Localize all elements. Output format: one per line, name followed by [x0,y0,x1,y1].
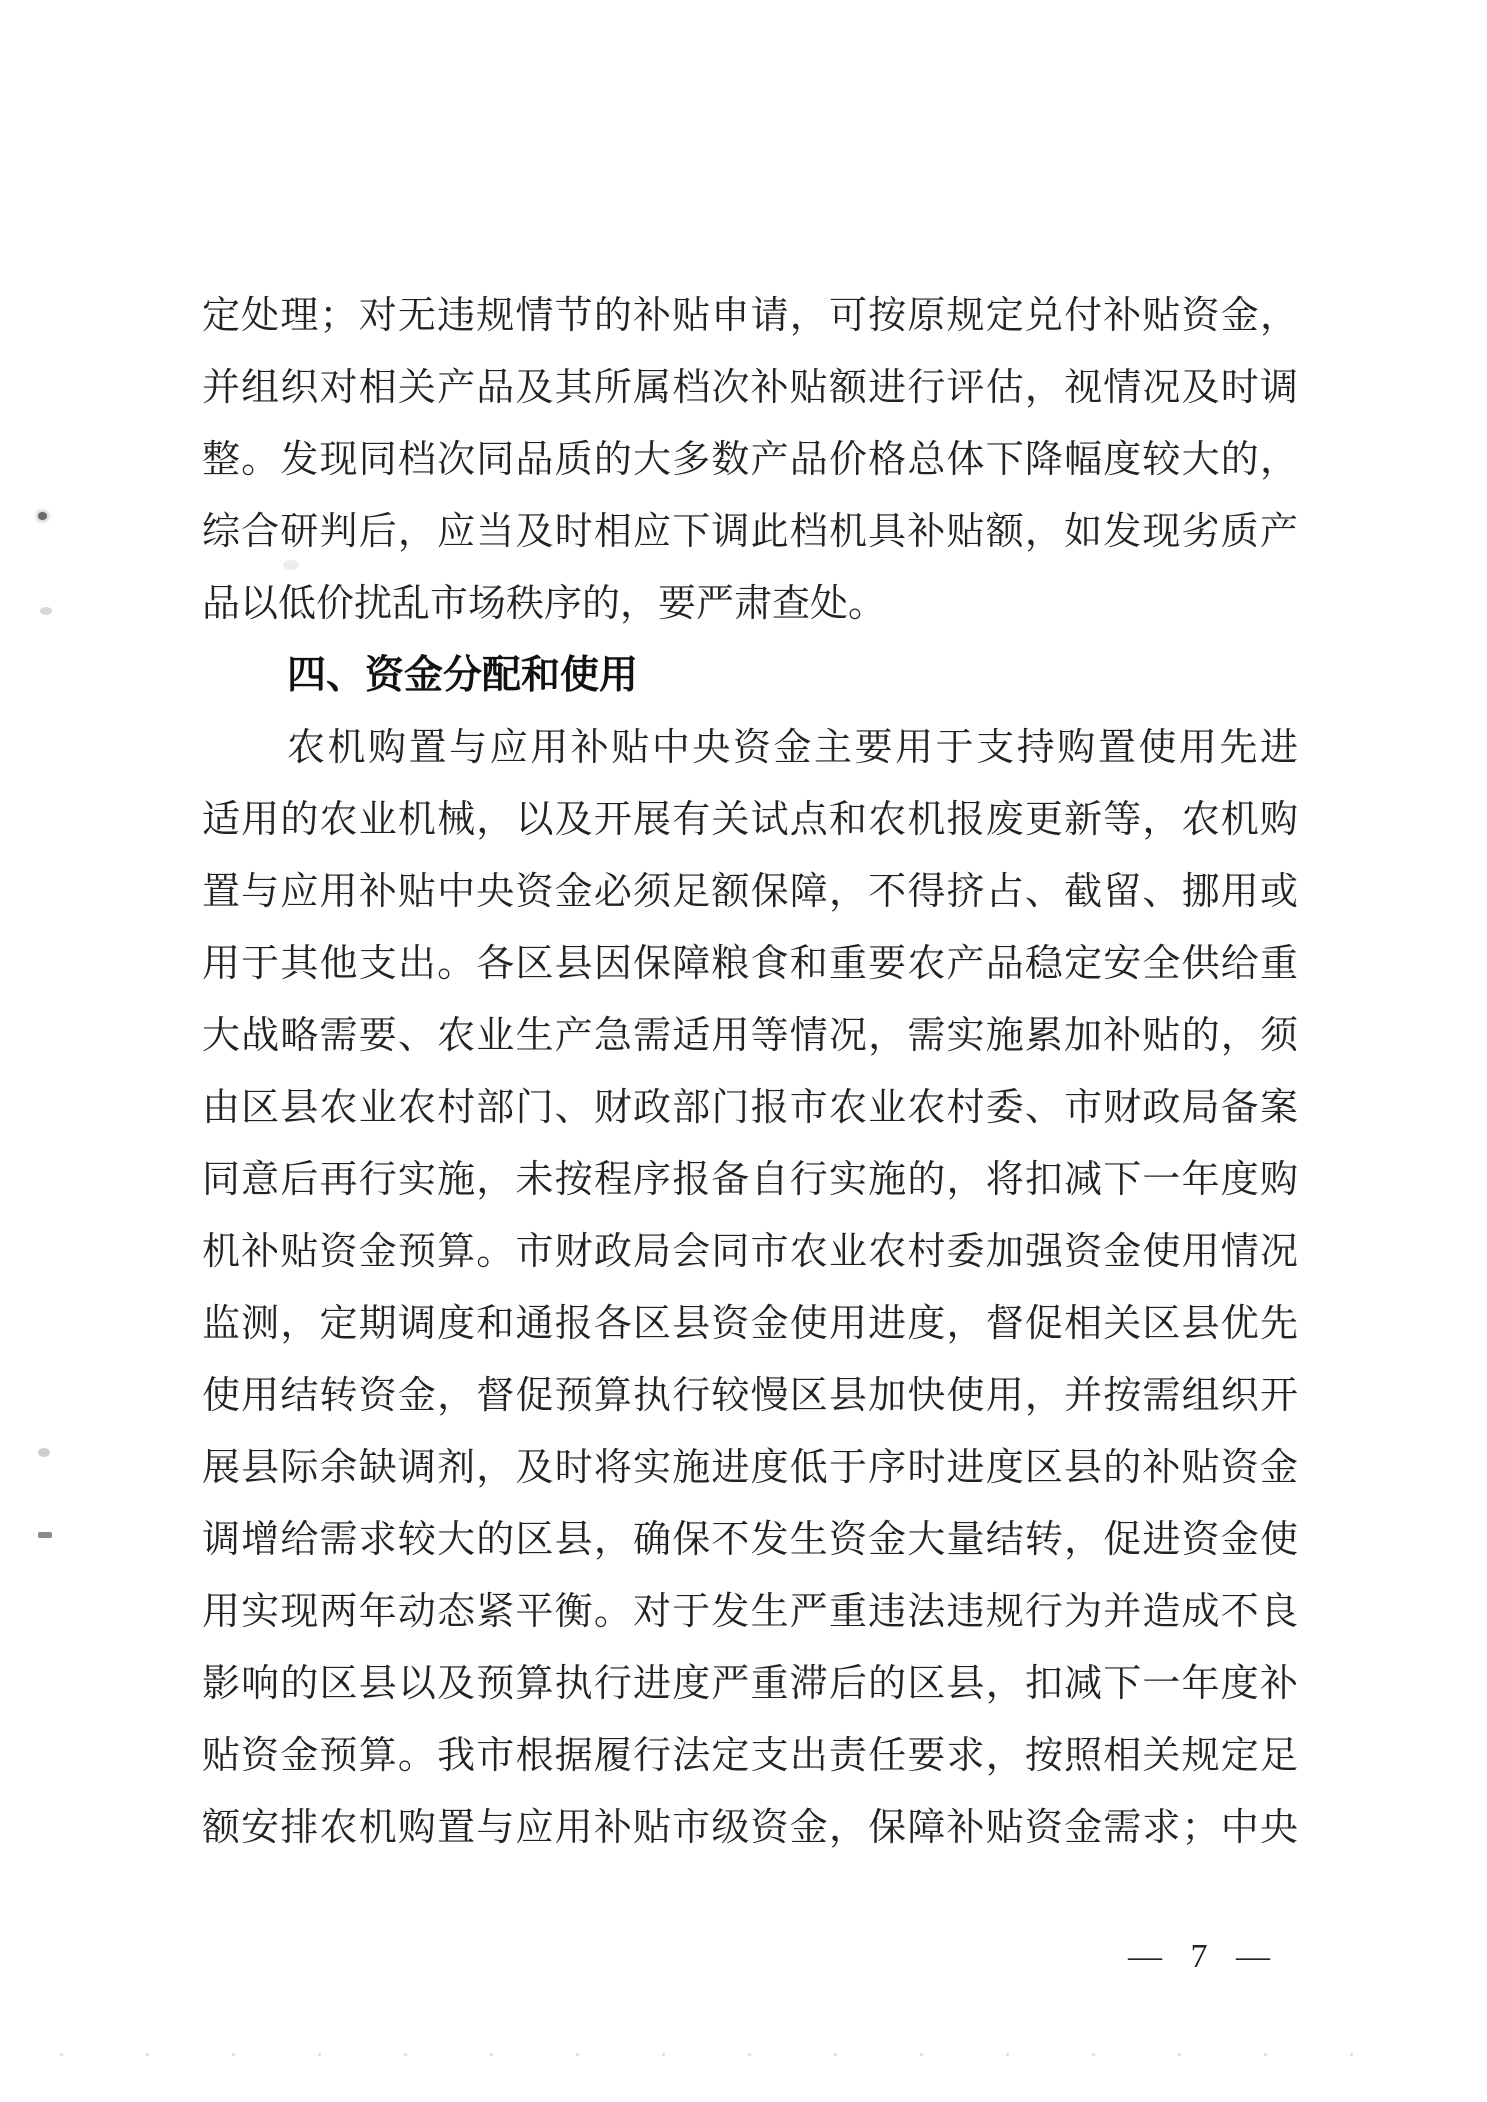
body-text-line: 展县际余缺调剂，及时将实施进度低于序时进度区县的补贴资金 [202,1447,1298,1489]
page-number: — 7 — [1128,1938,1280,1975]
body-text-line: 适用的农业机械，以及开展有关试点和农机报废更新等，农机购 [202,799,1298,841]
body-text-line: 由区县农业农村部门、财政部门报市农业农村委、市财政局备案 [202,1087,1298,1129]
body-text-line: 并组织对相关产品及其所属档次补贴额进行评估，视情况及时调 [202,367,1298,409]
body-text-line: 同意后再行实施，未按程序报备自行实施的，将扣减下一年度购 [202,1159,1298,1201]
scan-speck [40,607,52,615]
body-text-line: 机补贴资金预算。市财政局会同市农业农村委加强资金使用情况 [202,1231,1298,1273]
body-text-line: 定处理；对无违规情节的补贴申请，可按原规定兑付补贴资金， [202,295,1298,337]
body-text-line: 监测，定期调度和通报各区县资金使用进度，督促相关区县优先 [202,1303,1298,1345]
body-text-line: 额安排农机购置与应用补贴市级资金，保障补贴资金需求；中央 [202,1807,1298,1849]
body-text-line: 影响的区县以及预算执行进度严重滞后的区县，扣减下一年度补 [202,1663,1298,1705]
body-text-line: 贴资金预算。我市根据履行法定支出责任要求，按照相关规定足 [202,1735,1298,1777]
body-text-line: 农机购置与应用补贴中央资金主要用于支持购置使用先进 [287,727,1298,769]
body-text-line: 置与应用补贴中央资金必须足额保障，不得挤占、截留、挪用或 [202,871,1298,913]
scan-speck [38,1532,52,1538]
body-text-line: 调增给需求较大的区县，确保不发生资金大量结转，促进资金使 [202,1519,1298,1561]
body-text-line: 用于其他支出。各区县因保障粮食和重要农产品稳定安全供给重 [202,943,1298,985]
body-text-line: 品以低价扰乱市场秩序的，要严肃查处。 [202,583,887,625]
body-text-line: 综合研判后，应当及时相应下调此档机具补贴额，如发现劣质产 [202,511,1298,553]
scan-noise-row [60,2053,1430,2056]
document-body [202,280,1298,1864]
section-heading: 四、资金分配和使用 [287,654,639,697]
body-text-line: 用实现两年动态紧平衡。对于发生严重违法违规行为并造成不良 [202,1591,1298,1633]
scan-speck [38,512,47,520]
body-text-line: 大战略需要、农业生产急需适用等情况，需实施累加补贴的，须 [202,1015,1298,1057]
body-text-line: 使用结转资金，督促预算执行较慢区县加快使用，并按需组织开 [202,1375,1298,1417]
scan-speck [38,1448,50,1457]
scan-speck [283,560,299,570]
body-text-line: 整。发现同档次同品质的大多数产品价格总体下降幅度较大的， [202,439,1298,481]
